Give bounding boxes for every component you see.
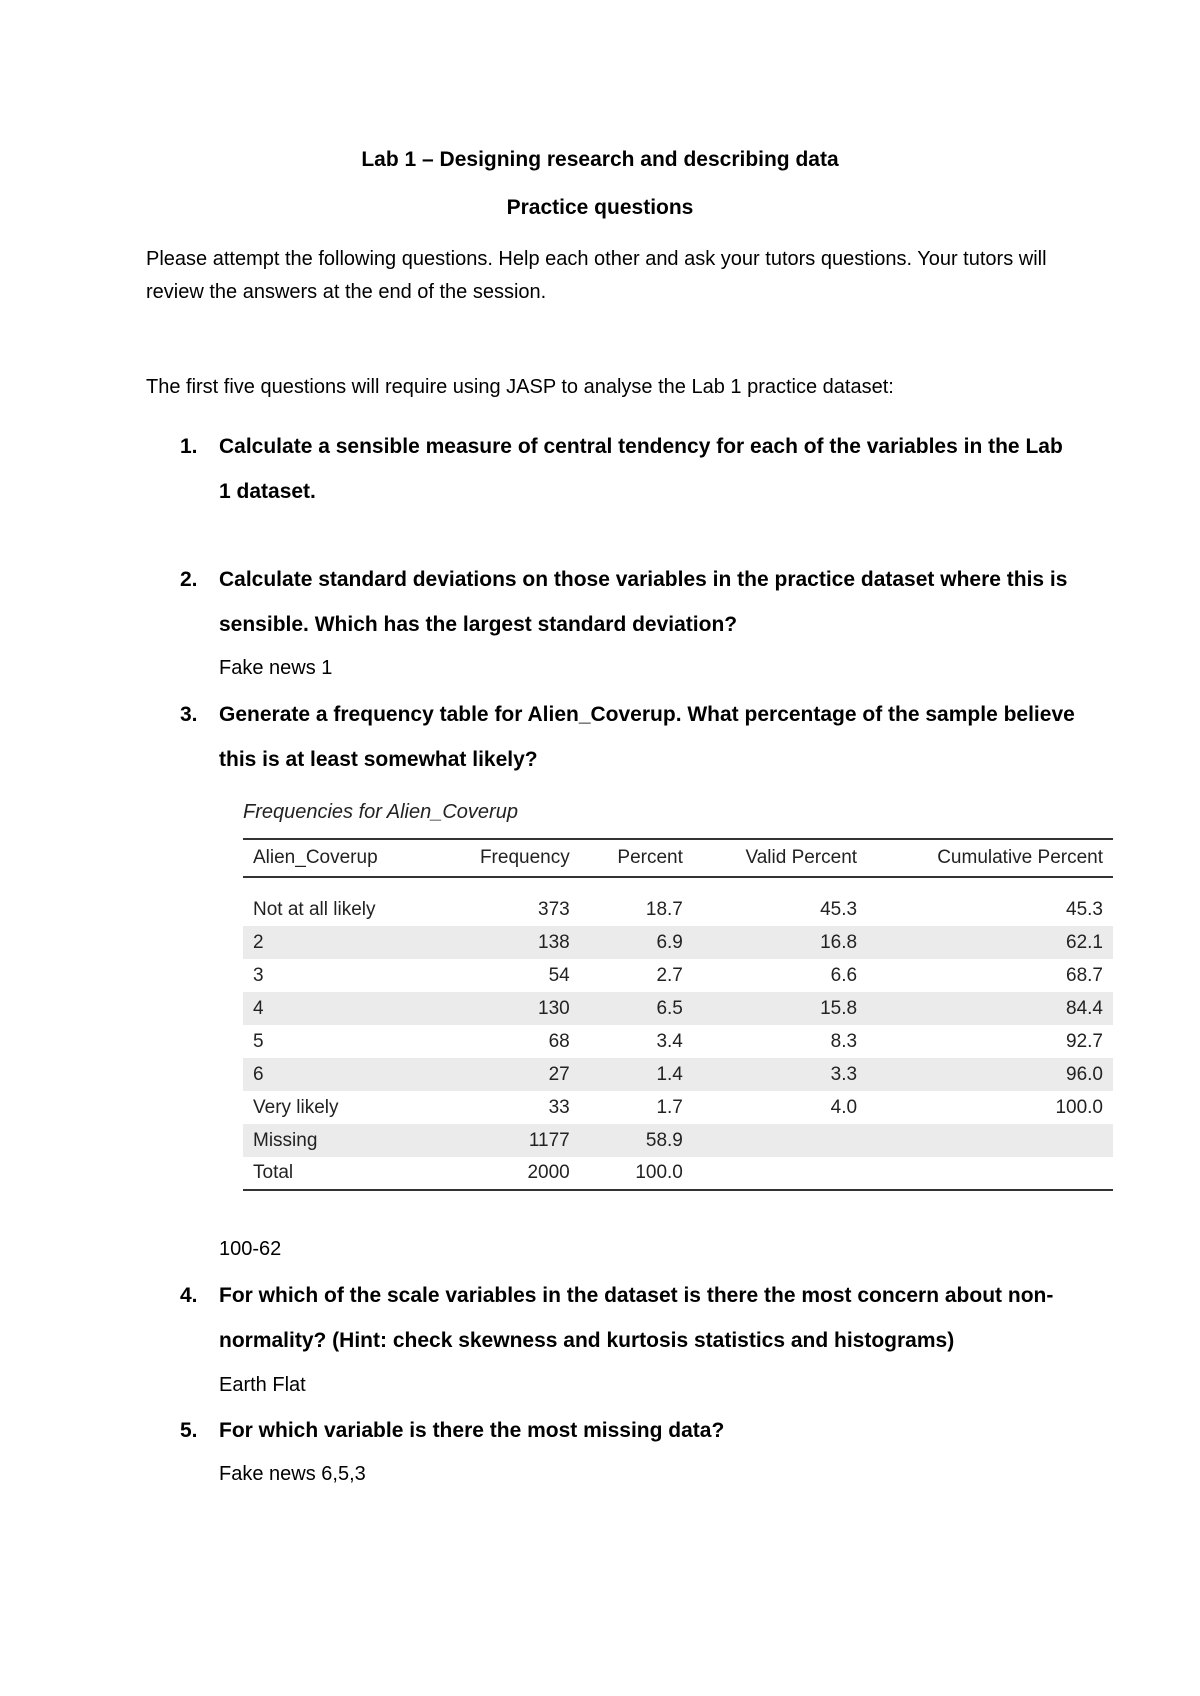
table-cell: 58.9 xyxy=(645,1129,683,1151)
table-cell: 6 xyxy=(253,1063,264,1085)
table-cell: 16.8 xyxy=(820,931,858,953)
lead-paragraph: The first five questions will require using JASP to analyse the Lab 1 practice dataset: xyxy=(146,376,894,398)
table-cell: 68.7 xyxy=(1066,964,1103,986)
table-cell xyxy=(693,1124,867,1157)
table-cell: 1.4 xyxy=(656,1063,683,1085)
frequency-table xyxy=(243,838,1113,1191)
question-1-number: 1. xyxy=(180,435,198,458)
table-cell: 45.3 xyxy=(820,898,858,920)
table-cell: 1.7 xyxy=(656,1096,683,1118)
column-header: Valid Percent xyxy=(745,847,858,868)
table-cell: 3.4 xyxy=(656,1030,683,1052)
table-cell: 6.6 xyxy=(830,964,858,986)
table-cell: 2.7 xyxy=(656,964,683,986)
table-row xyxy=(243,1091,1113,1124)
table-cell: 2000 xyxy=(527,1162,570,1183)
document-title: Lab 1 – Designing research and describing data xyxy=(361,148,839,171)
question-4-number: 4. xyxy=(180,1284,198,1307)
table-cell xyxy=(867,1157,1113,1190)
question-5-number: 5. xyxy=(180,1419,198,1442)
table-cell: 373 xyxy=(538,898,570,920)
question-3-text: Generate a frequency table for Alien_Coverup. What percentage of the sample believe this is at least somewhat likely? xyxy=(219,703,1075,771)
table-cell: 2 xyxy=(253,931,264,953)
table-cell: 3 xyxy=(253,964,264,986)
table-cell xyxy=(693,1157,867,1190)
table-cell: 96.0 xyxy=(1066,1063,1103,1085)
question-3-answer: 100-62 xyxy=(219,1238,282,1260)
table-cell: 27 xyxy=(548,1063,570,1085)
question-4-answer: Earth Flat xyxy=(219,1374,306,1396)
column-header: Frequency xyxy=(479,847,570,868)
table-cell: 33 xyxy=(548,1096,570,1118)
table-row xyxy=(243,893,1113,926)
question-5-text: For which variable is there the most missing data? xyxy=(219,1419,725,1442)
question-3-number: 3. xyxy=(180,703,198,726)
table-row xyxy=(243,1058,1113,1091)
table-cell: 18.7 xyxy=(645,898,683,920)
table-row xyxy=(243,1025,1113,1058)
question-2-answer: Fake news 1 xyxy=(219,657,333,679)
table-cell: 62.1 xyxy=(1066,931,1103,953)
table-row xyxy=(243,959,1113,992)
question-4-text: For which of the scale variables in the dataset is there the most concern about non-normality? (Hint: check skewness and kurtosis statistics and histograms) xyxy=(219,1284,1054,1352)
table-cell xyxy=(867,1124,1113,1157)
table-row xyxy=(243,1124,1113,1157)
column-header: Percent xyxy=(617,847,683,868)
table-cell: 4.0 xyxy=(830,1096,858,1118)
table-cell: 100.0 xyxy=(635,1162,683,1183)
column-header: Cumulative Percent xyxy=(937,847,1103,868)
question-5-answer: Fake news 6,5,3 xyxy=(219,1463,366,1485)
table-cell: 15.8 xyxy=(820,997,858,1019)
table-cell: Missing xyxy=(253,1129,318,1151)
table-cell: 6.9 xyxy=(656,931,683,953)
table-cell: 138 xyxy=(538,931,570,953)
table-cell: 6.5 xyxy=(656,997,683,1019)
table-row xyxy=(243,926,1113,959)
question-1-text: Calculate a sensible measure of central tendency for each of the variables in the Lab 1 dataset. xyxy=(219,435,1063,503)
table-cell: 8.3 xyxy=(830,1030,858,1052)
table-cell: Not at all likely xyxy=(253,898,376,920)
table-caption: Frequencies for Alien_Coverup xyxy=(243,801,518,823)
document-subtitle: Practice questions xyxy=(506,196,694,219)
table-cell: 68 xyxy=(548,1030,570,1052)
table-cell: 130 xyxy=(538,997,570,1019)
table-cell: 100.0 xyxy=(1055,1096,1103,1118)
table-cell: 84.4 xyxy=(1066,997,1103,1019)
column-header: Alien_Coverup xyxy=(253,847,378,868)
table-cell: 5 xyxy=(253,1030,264,1052)
table-header-row xyxy=(243,839,1113,877)
table-cell: 92.7 xyxy=(1066,1030,1103,1052)
question-2-number: 2. xyxy=(180,568,198,591)
table-cell: Total xyxy=(253,1162,294,1183)
table-cell: 45.3 xyxy=(1066,898,1103,920)
table-cell: 3.3 xyxy=(830,1063,858,1085)
table-cell: 54 xyxy=(548,964,570,986)
table-row xyxy=(243,1157,1113,1190)
table-cell: 4 xyxy=(253,997,264,1019)
intro-paragraph: Please attempt the following questions. Help each other and ask your tutors questions. Your tutors will review the answers at the end of the session. xyxy=(146,248,1047,303)
table-cell: Very likely xyxy=(253,1096,339,1118)
question-2-text: Calculate standard deviations on those variables in the practice dataset where this is sensible. Which has the largest standard deviation? xyxy=(219,568,1068,636)
table-cell: 1177 xyxy=(528,1129,570,1151)
table-row xyxy=(243,992,1113,1025)
